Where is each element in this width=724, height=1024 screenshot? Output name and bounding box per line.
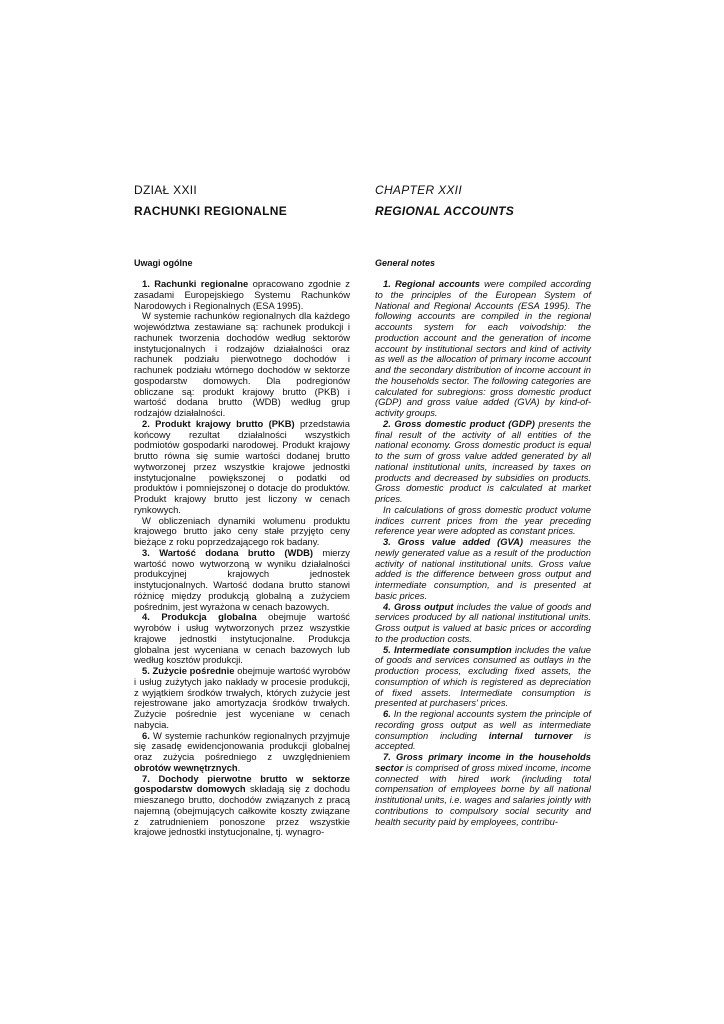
paragraph-text: were compiled according to the principles of the European System of National and Regional Accounts (ESA 1995). The following accounts are compiled in the regional accounts system for each voivodship: the production account and the generation of income account by institutional sectors and kind of activity as well as the allocation of primary income account and the secondary distribution of income account in the households sector. The following categories are calculated for subregions: gross domestic product (GDP) and gross value added (GVA) by kind-of-activity groups. xyxy=(375,278,591,418)
bold-term: 7. xyxy=(383,751,396,762)
paragraph xyxy=(375,645,591,710)
bold-term: 3. xyxy=(383,536,398,547)
paragraph-text: W systemie rachunków regionalnych przyjmuje się zasadę ewidencjonowania produkcji globalnej oraz zużycia pośredniego z uwzględnieniem xyxy=(134,729,350,762)
bold-term: obrotów wewnętrznych xyxy=(134,761,238,773)
paragraph xyxy=(134,548,350,613)
bold-term: 5. xyxy=(383,643,394,655)
paragraph-text: In calculations of gross domestic product volume indices current prices from the year preceding reference year were adopted as constant prices. xyxy=(375,503,591,537)
bold-term: Gross domestic product (GDP) xyxy=(394,417,535,429)
paragraph-text: składają się z dochodu mieszanego brutto, dochodów związanych z pracą najemną (obejmujących całkowite koszty związane z zatrudnieniem ponoszone przez wszystkie krajowe jednostki instytucjonalne, tj. wynagro- xyxy=(134,783,350,838)
bold-term: 5. xyxy=(142,665,153,676)
bold-term: 4. xyxy=(383,600,394,612)
notes-body xyxy=(375,279,591,827)
chapter-heading: DZIAŁ XXII xyxy=(134,183,198,197)
paragraph-text: is comprised of gross mixed income, income connected with hired work (including total compensation of employees borne by all national institutional units, i.e. wages and salaries jointly with contributions to compulsory social security and health security paid by employees, contribu- xyxy=(375,761,591,827)
paragraph-text: obejmuje wartość wyrobów i usług zużytych jako nakłady w procesie produkcji, z wyjątkiem środków trwałych, których zużycie jest rejestrowane jako amortyzacja środków trwałych. Zużycie pośrednie jest wyceniane w cenach nabycia. xyxy=(134,665,350,730)
bold-term: Gross output xyxy=(393,600,454,612)
bold-term: Gross value added (GVA) xyxy=(397,536,523,547)
paragraph xyxy=(375,752,591,827)
bold-term: 3. xyxy=(142,546,160,558)
bold-term: 1. xyxy=(142,278,155,289)
paragraph-text: . xyxy=(237,761,241,773)
paragraph xyxy=(134,279,350,311)
bold-term: Gross primary income in the households sector xyxy=(375,751,591,773)
chapter-heading: CHAPTER XXII xyxy=(375,183,462,197)
paragraph-text: opracowano zgodnie z zasadami Europejskiego Systemu Rachunków Narodowych i Regionalnych (ESA 1995). xyxy=(134,278,350,311)
paragraph-text: measures the newly generated value as a result of the production activity of national institutional units. Gross value added is the difference between gross output and intermediate consumption, and is presented at basic prices. xyxy=(375,536,592,601)
paragraph xyxy=(375,505,591,537)
paragraph-text: is accepted. xyxy=(375,729,591,752)
notes-body xyxy=(134,279,350,838)
bold-term: 1. xyxy=(383,278,396,289)
paragraph xyxy=(375,537,591,602)
bold-term: 6. xyxy=(383,708,394,719)
paragraph xyxy=(134,612,350,666)
bold-term: 2. xyxy=(383,417,395,429)
paragraph-text: presents the final result of the activity of all entities of the national economy. Gross domestic product is equal to the sum of gross value added generated by all national institutional units, increased by taxes on products and decreased by subsidies on products. Gross domestic product is calculated at market prices. xyxy=(375,417,591,504)
bold-term: 4. xyxy=(142,611,162,623)
bold-term: 2. xyxy=(142,417,156,429)
paragraph-text: includes the value of goods and services produced by all national institutional units. Gross output is valued at basic prices or according to the production costs. xyxy=(375,600,591,644)
paragraph-text: includes the value of goods and services consumed as outlays in the production process, excluding fixed assets, the consumption of which is registered as depreciation of fixed assets. Intermediate consumption is presented at purchasers' prices. xyxy=(375,643,591,709)
bold-term: Produkcja globalna xyxy=(161,611,257,623)
chapter-title: REGIONAL ACCOUNTS xyxy=(375,204,515,218)
paragraph xyxy=(375,709,591,752)
bold-term: Rachunki regionalne xyxy=(154,278,249,289)
paragraph-text: In the regional accounts system the principle of recording gross output as well as intermediate consumption including xyxy=(375,708,591,741)
paragraph xyxy=(134,774,350,839)
paragraph xyxy=(134,731,350,774)
bold-term: internal turnover xyxy=(488,729,573,741)
bold-term: Produkt krajowy brutto (PKB) xyxy=(155,417,295,429)
bold-term: Intermediate consumption xyxy=(393,643,512,655)
chapter-title: RACHUNKI REGIONALNE xyxy=(134,204,288,218)
bold-term: Zużycie pośrednie xyxy=(152,665,235,676)
bold-term: 6. xyxy=(142,729,153,741)
paragraph-text: przedstawia końcowy rezultat działalności wszystkich podmiotów gospodarki narodowej. Produkt krajowy brutto równa się sumie wartości dodanej brutto wytworzonej przez wszystkie krajowe jednostki instytucjonalne powiększonej o podatki od produktów i pomniejszonej o dotacje do produktów. Produkt krajowy brutto jest liczony w cenach rynkowych. xyxy=(134,417,350,515)
paragraph xyxy=(375,419,591,505)
bold-term: 7. xyxy=(142,772,159,784)
notes-heading: General notes xyxy=(375,258,436,268)
bold-term: Dochody pierwotne brutto w sektorze gospodarstw domowych xyxy=(134,772,350,795)
paragraph xyxy=(375,279,591,419)
bold-term: Regional accounts xyxy=(395,278,480,289)
paragraph-text: obejmuje wartość wyrobów i usług wytworzonych przez wszystkie krajowe jednostki instytucjonalne. Produkcja globalna jest wyceniana w cenach bazowych lub według kosztów produkcji. xyxy=(134,611,350,666)
paragraph xyxy=(375,602,591,645)
notes-heading: Uwagi ogólne xyxy=(134,258,193,268)
bold-term: Wartość dodana brutto (WDB) xyxy=(159,546,314,558)
paragraph xyxy=(134,311,350,419)
paragraph xyxy=(134,666,350,731)
paragraph-text: W systemie rachunków regionalnych dla każdego województwa zestawiane są: rachunek produkcji i rachunek tworzenia dochodów według sektorów instytucjonalnych i rodzajów działalności oraz rachunek podziału pierwotnego dochodów i rachunek podziału wtórnego dochodów w sektorze gospodarstw domowych. Dla podregionów obliczane są: produkt krajowy brutto (PKB) i wartość dodana brutto (WDB) według grup rodzajów działalności. xyxy=(134,310,350,418)
paragraph-text: mierzy wartość nowo wytworzoną w wyniku działalności produkcyjnej krajowych jednostek instytucjonalnych. Wartość dodana brutto stanowi różnicę między produkcją globalną a zużyciem pośrednim, jest wyrażona w cenach bazowych. xyxy=(134,546,350,612)
paragraph xyxy=(134,516,350,548)
paragraph-text: W obliczeniach dynamiki wolumenu produktu krajowego brutto jako ceny stałe przyjęto ceny bieżące z roku poprzedzającego rok badany. xyxy=(134,514,350,547)
paragraph xyxy=(134,419,350,516)
